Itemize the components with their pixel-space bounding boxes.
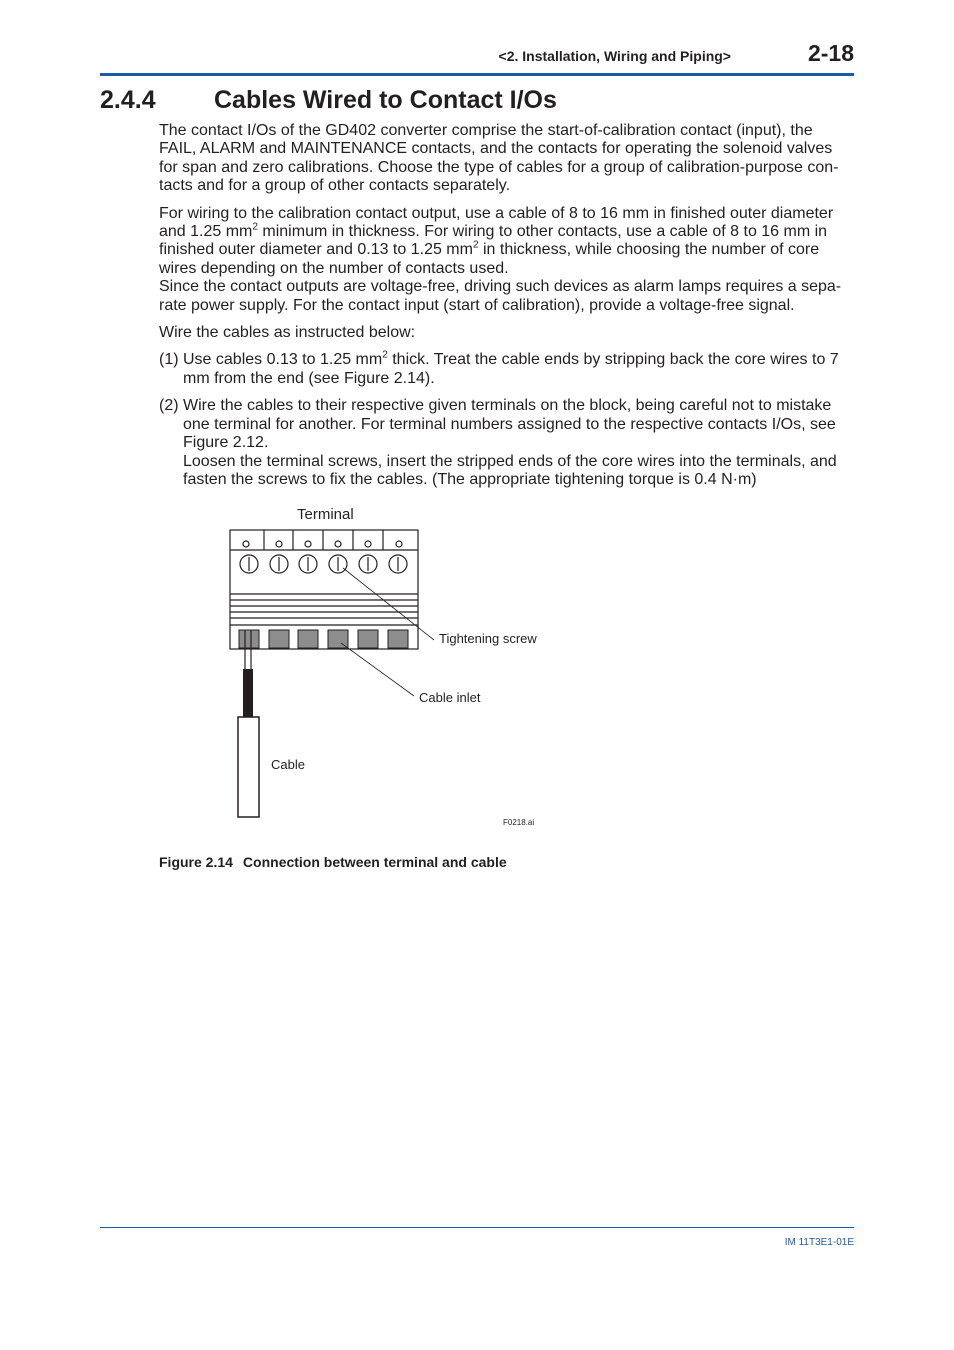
tightening-screw <box>329 555 347 573</box>
header-rule <box>100 73 854 76</box>
figure-caption <box>159 854 507 870</box>
superscript: 2 <box>382 350 388 362</box>
list-item-text: Wire the cables to their respective given terminals on the block, being careful not to mistake one terminal for another. For terminal numbers assigned to the respective contacts I/Os, see Figure 2.12. <box>183 397 836 452</box>
list-item <box>159 351 851 388</box>
header-chapter: <2. Installation, Wiring and Piping> <box>498 48 731 64</box>
paragraph-cable-spec-a: For wiring to the calibration contact output, use a cable of 8 to 16 mm in finished outer diameter and 1.25 mm <box>159 204 834 241</box>
paragraph-voltage-free: Since the contact outputs are voltage-free, driving such devices as alarm lamps requires a sepa-rate power supply. For the contact input (start of calibration), provide a voltage-free signal. <box>159 278 842 314</box>
figure-file-id: F0218.ai <box>503 818 535 827</box>
figure-label-cable-inlet: Cable inlet <box>419 690 481 705</box>
figure-label-terminal: Terminal <box>297 506 354 523</box>
footer-doc-id: IM 11T3E1-01E <box>784 1237 854 1248</box>
paragraph-instructions: Wire the cables as instructed below: <box>159 324 416 342</box>
list-item-text: Use cables 0.13 to 1.25 mm <box>183 351 383 369</box>
paragraph-contact-ios: The contact I/Os of the GD402 converter comprise the start-of-calibration contact (input), the FAIL, ALARM and MAINTENANCE contacts, and the contacts for operating the solenoid valves for span and zero calibrations. Choose the type of cables for a group of calibration-purpose con-tacts and for a group of other contacts separately. <box>159 122 839 195</box>
leader-line-screw <box>343 568 434 640</box>
body-text <box>159 122 851 498</box>
cable-inlet <box>328 630 348 648</box>
cable-inlet <box>298 630 318 648</box>
figure-caption-number: Figure 2.14 <box>159 854 233 870</box>
cable-core-insulation <box>243 669 253 717</box>
leader-line-inlet <box>341 643 414 696</box>
page-number: 2-18 <box>807 40 854 66</box>
tightening-screw <box>359 555 377 573</box>
tightening-screw <box>389 555 407 573</box>
paragraph-cable-spec <box>159 205 851 279</box>
figure-label-tightening-screw: Tightening screw <box>439 631 537 646</box>
superscript: 2 <box>472 240 479 252</box>
section-number: 2.4.4 <box>100 86 156 114</box>
footer-rule <box>100 1227 854 1228</box>
list-marker: (1) <box>159 351 179 369</box>
tightening-screw <box>240 555 258 573</box>
cable-inlet <box>239 630 259 648</box>
list-marker: (2) <box>159 397 179 415</box>
list-item <box>159 397 851 489</box>
superscript: 2 <box>252 221 258 233</box>
figure-caption-title: Connection between terminal and cable <box>242 854 507 870</box>
section-title: Cables Wired to Contact I/Os <box>214 86 557 114</box>
section-heading <box>100 86 854 115</box>
list-item-text-cont: Loosen the terminal screws, insert the stripped ends of the core wires into the terminals, and fasten the screws to fix the cables. (The appropriate tightening torque is 0.4 N·m) <box>183 452 837 488</box>
figure-terminal-cable <box>225 500 545 830</box>
tightening-screw <box>270 555 288 573</box>
terminal-cable-diagram <box>225 500 545 830</box>
paragraph-cable-spec-b: minimum in thickness. For wiring to other contacts, use a cable of 8 to 16 mm in finished outer diameter and 0.13 to 1.25 mm <box>159 223 828 259</box>
figure-label-cable: Cable <box>271 757 305 772</box>
tightening-screw <box>299 555 317 573</box>
list-item-text-cont: thick. Treat the cable ends by stripping back the core wires to 7 mm from the end (see Figure 2.14). <box>183 351 839 387</box>
cable-inlet <box>269 630 289 648</box>
cable-inlet <box>388 630 408 648</box>
paragraph-cable-spec-c: in thickness, while choosing the number of core wires depending on the number of contacts used. <box>159 241 820 277</box>
cable-inlet <box>358 630 378 648</box>
cable <box>238 717 259 817</box>
